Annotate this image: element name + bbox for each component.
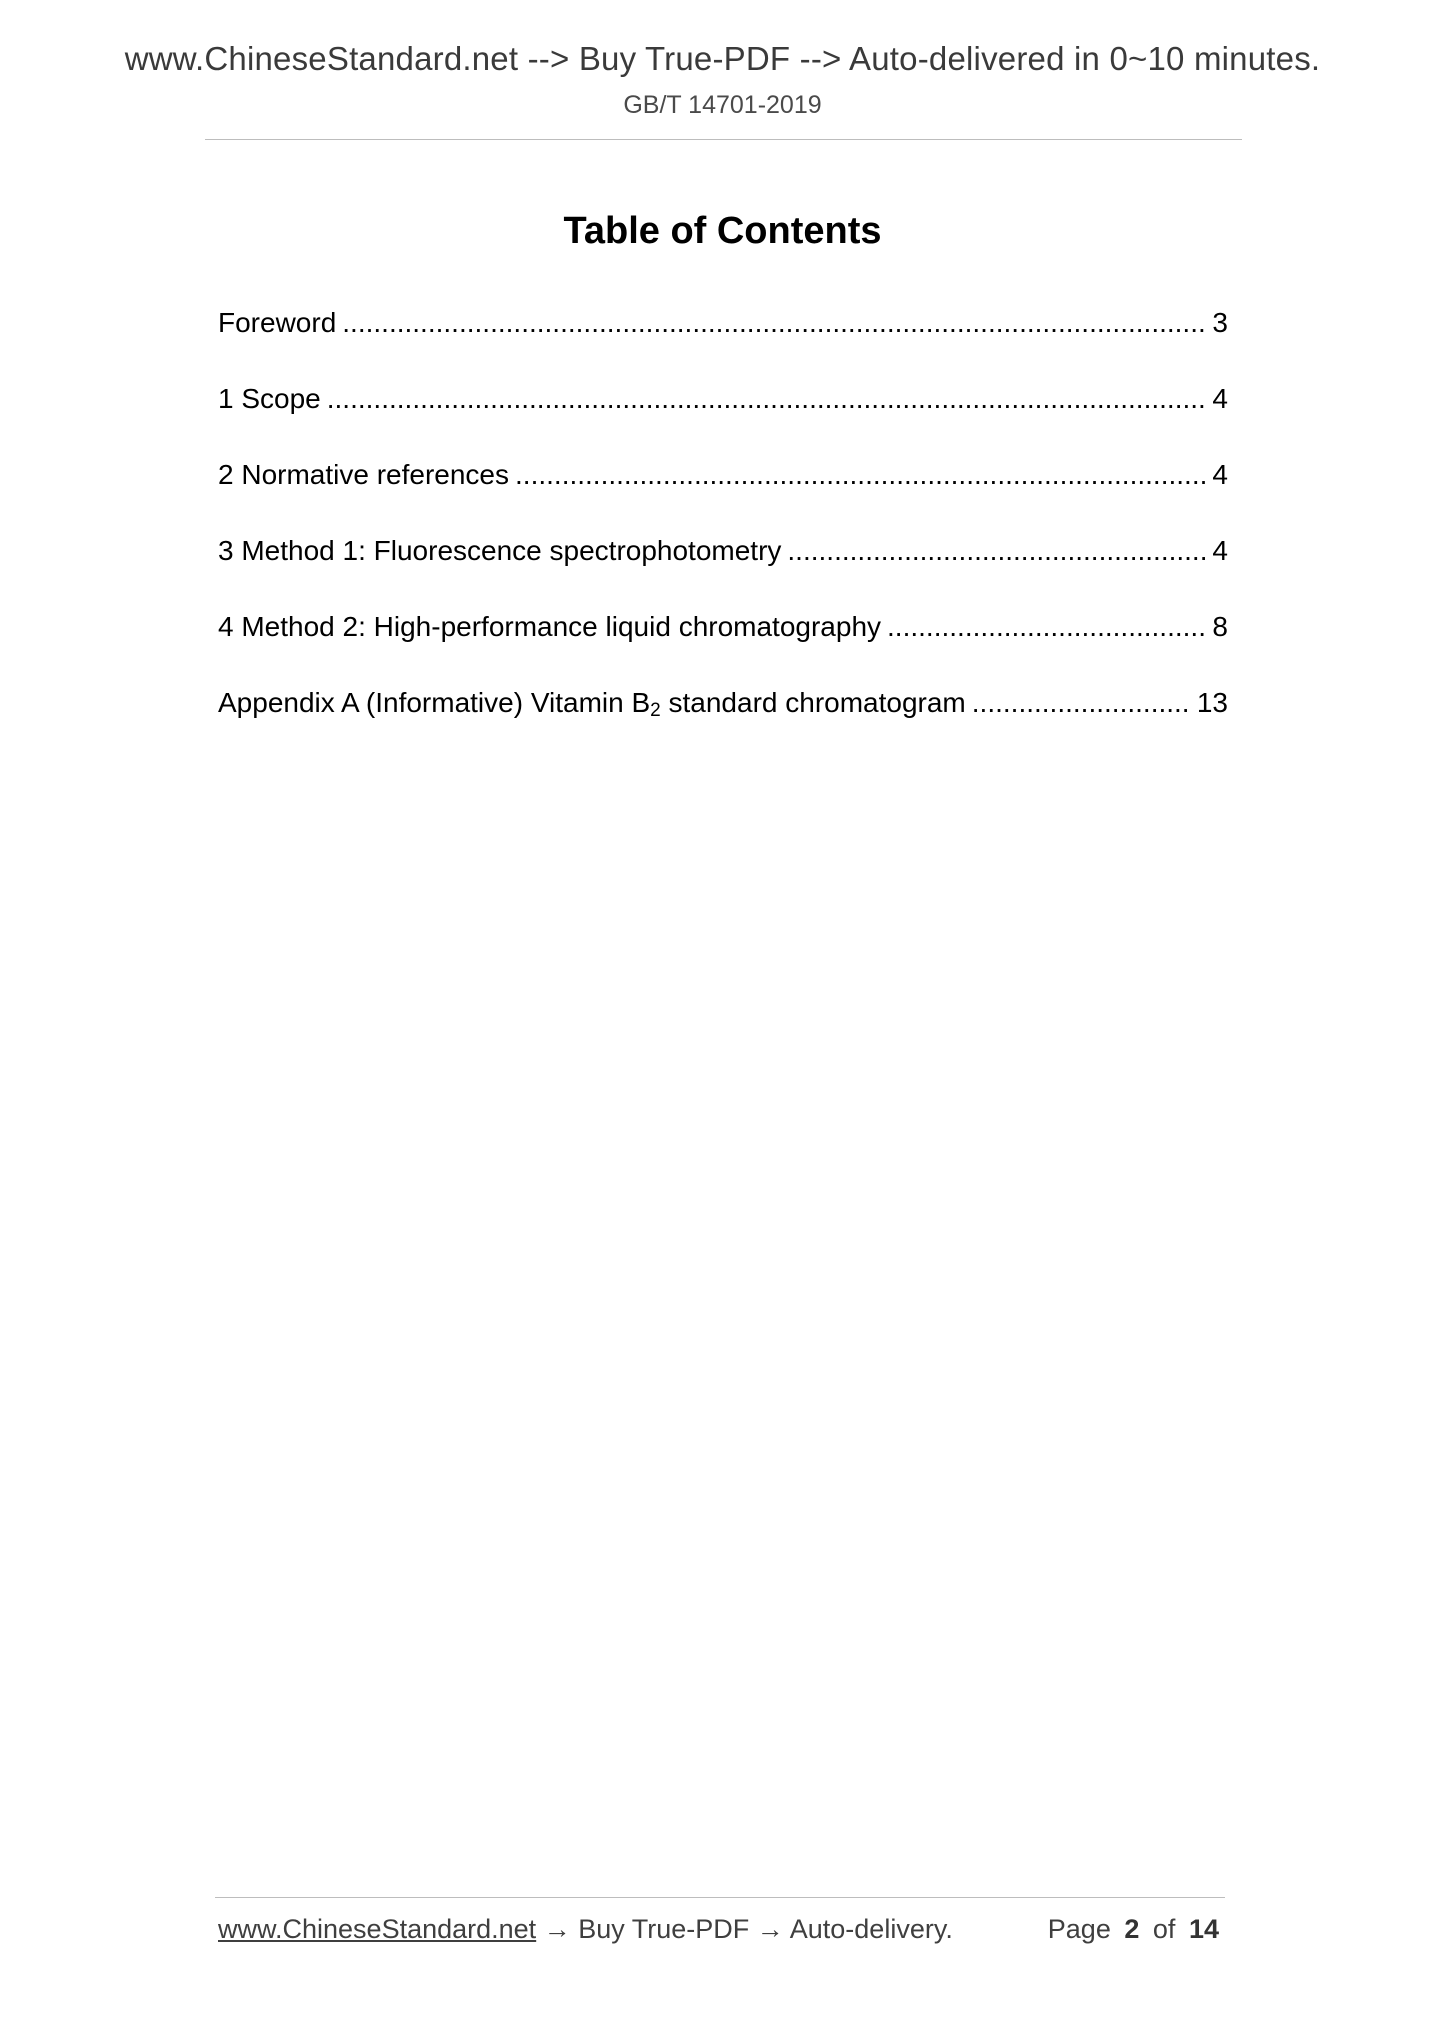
page-current: 2: [1124, 1914, 1140, 1944]
toc-dot-leader: [972, 678, 1191, 728]
toc-dot-leader: [787, 526, 1206, 576]
footer-tagline: → Buy True-PDF → Auto-delivery.: [543, 1914, 953, 1944]
toc-entry-appendix-a[interactable]: [218, 678, 1228, 754]
toc-entry-title: 3 Method 1: Fluorescence spectrophotometry: [218, 535, 782, 566]
toc-title-prefix: Appendix A (Informative) Vitamin B: [218, 687, 651, 718]
page-title: Table of Contents: [563, 210, 882, 253]
toc-title-subscript: 2: [650, 700, 661, 721]
footer-left: [218, 1914, 953, 1945]
page-number: [1045, 1914, 1222, 1945]
toc-dot-leader: [887, 602, 1206, 652]
toc-entry-page: 8: [1212, 611, 1228, 642]
toc-entry-page: 4: [1212, 383, 1228, 414]
toc-dot-leader: [342, 298, 1206, 348]
page-label: Page: [1047, 1914, 1111, 1944]
toc-entry-page: 4: [1212, 459, 1228, 490]
toc-entry-method-1[interactable]: [218, 526, 1228, 602]
toc-dot-leader: [515, 450, 1206, 500]
toc-dot-leader: [327, 374, 1207, 424]
toc-entry-scope[interactable]: [218, 374, 1228, 450]
page-total: 14: [1188, 1914, 1219, 1944]
toc-entry-page: 3: [1212, 307, 1228, 338]
page-footer: [218, 1914, 1222, 1945]
toc-entry-title: 1 Scope: [218, 383, 321, 414]
toc-title-suffix: standard chromatogram: [660, 687, 966, 718]
table-of-contents: [218, 298, 1228, 754]
toc-entry-title: 2 Normative references: [218, 459, 510, 490]
page-of: of: [1152, 1914, 1176, 1944]
toc-entry-title: 4 Method 2: High-performance liquid chromatography: [218, 611, 882, 642]
doc-code: GB/T 14701-2019: [623, 91, 822, 119]
footer-site-link[interactable]: www.ChineseStandard.net: [218, 1914, 537, 1944]
toc-entry-method-2[interactable]: [218, 602, 1228, 678]
toc-entry-title: Foreword: [218, 307, 337, 338]
toc-entry-normative-references[interactable]: [218, 450, 1228, 526]
toc-entry-page: 4: [1212, 535, 1228, 566]
toc-entry-title: [218, 678, 966, 728]
footer-divider: [215, 1897, 1225, 1898]
toc-entry-foreword[interactable]: [218, 298, 1228, 374]
top-banner: www.ChineseStandard.net --> Buy True-PDF --> Auto-delivered in 0~10 minutes.: [124, 40, 1321, 77]
toc-entry-page: 13: [1196, 687, 1228, 718]
header-divider: [205, 139, 1242, 140]
